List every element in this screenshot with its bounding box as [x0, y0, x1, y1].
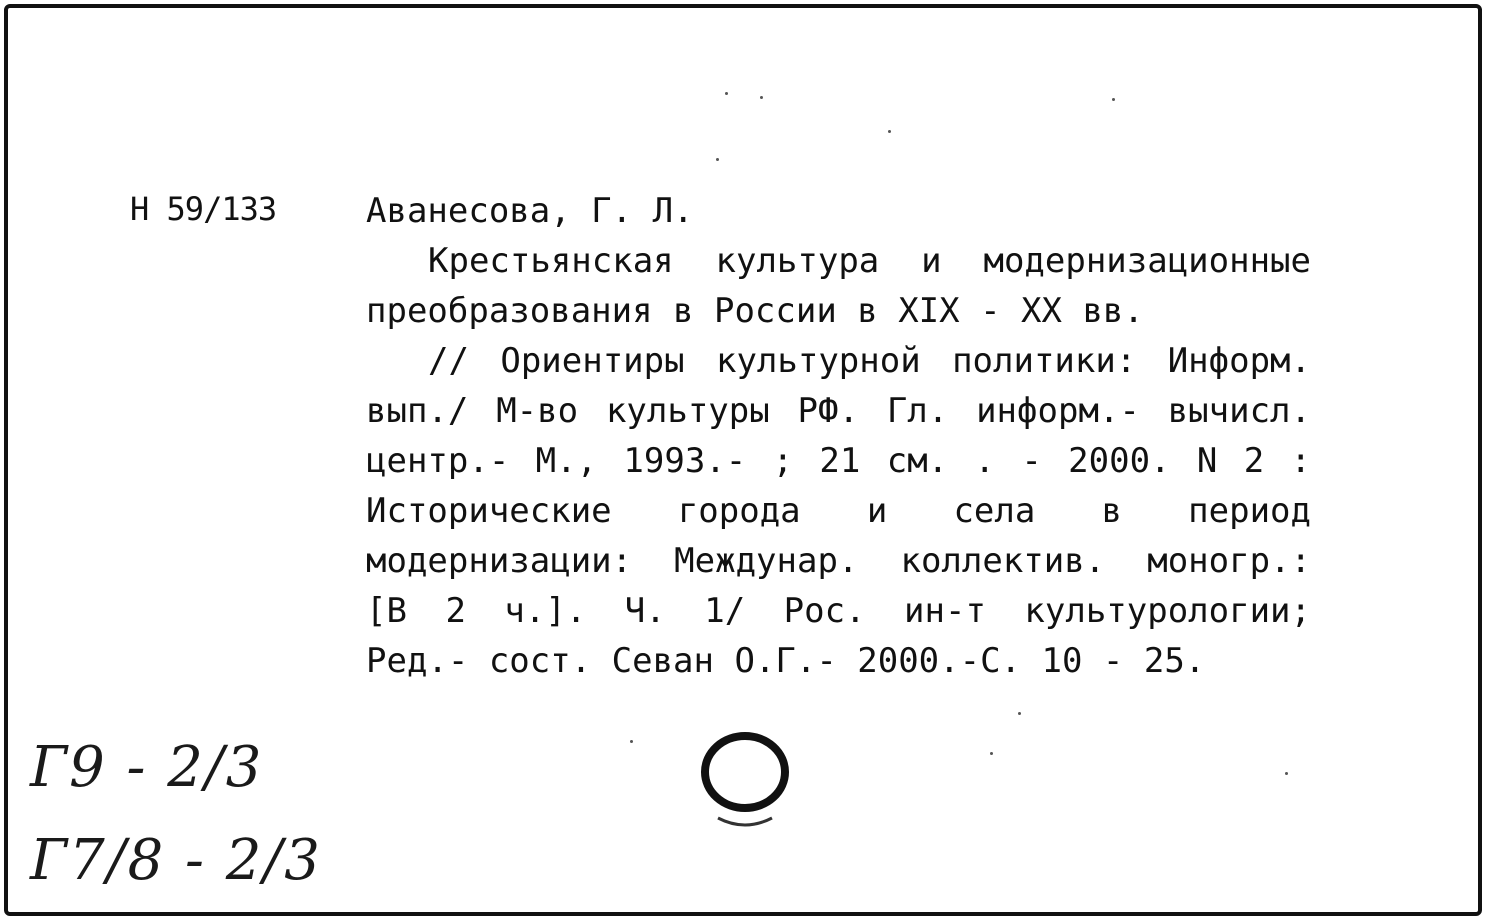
circle-stamp-icon — [700, 732, 790, 832]
entry-line: преобразования в России в XIX - XX вв. — [366, 291, 1144, 331]
speck — [1018, 712, 1021, 715]
speck — [630, 740, 633, 743]
entry-line: вып./ М-во культуры РФ. Гл. информ.- вычисл. — [366, 391, 1311, 431]
author-heading: Аванесова, Г. Л. — [366, 191, 694, 231]
entry-line: Ред.- сост. Севан О.Г.- 2000.-С. 10 - 25. — [366, 641, 1206, 681]
speck — [760, 96, 763, 99]
speck — [888, 130, 891, 133]
entry-line: // Ориентиры культурной политики: Информ. — [428, 341, 1311, 381]
entry-line: центр.- М., 1993.- ; 21 см. . - 2000. N 2 : — [366, 441, 1311, 481]
entry-line: [В 2 ч.]. Ч. 1/ Рос. ин-т культурологии; — [366, 591, 1311, 631]
entry-line: Крестьянская культура и модернизационные — [428, 241, 1311, 281]
speck — [725, 92, 728, 95]
bibliographic-entry — [366, 186, 1311, 686]
handwritten-note: Г7/8 - 2/3 — [30, 828, 322, 893]
handwritten-note: Г9 - 2/3 — [30, 735, 264, 800]
speck — [990, 752, 993, 755]
speck — [1112, 98, 1115, 101]
entry-line: модернизации: Междунар. коллектив. моногр.: — [366, 541, 1311, 581]
shelf-mark: Н 59/133 — [130, 190, 277, 228]
speck — [1285, 772, 1288, 775]
speck — [716, 158, 719, 161]
entry-line: Исторические города и села в период — [366, 491, 1311, 531]
